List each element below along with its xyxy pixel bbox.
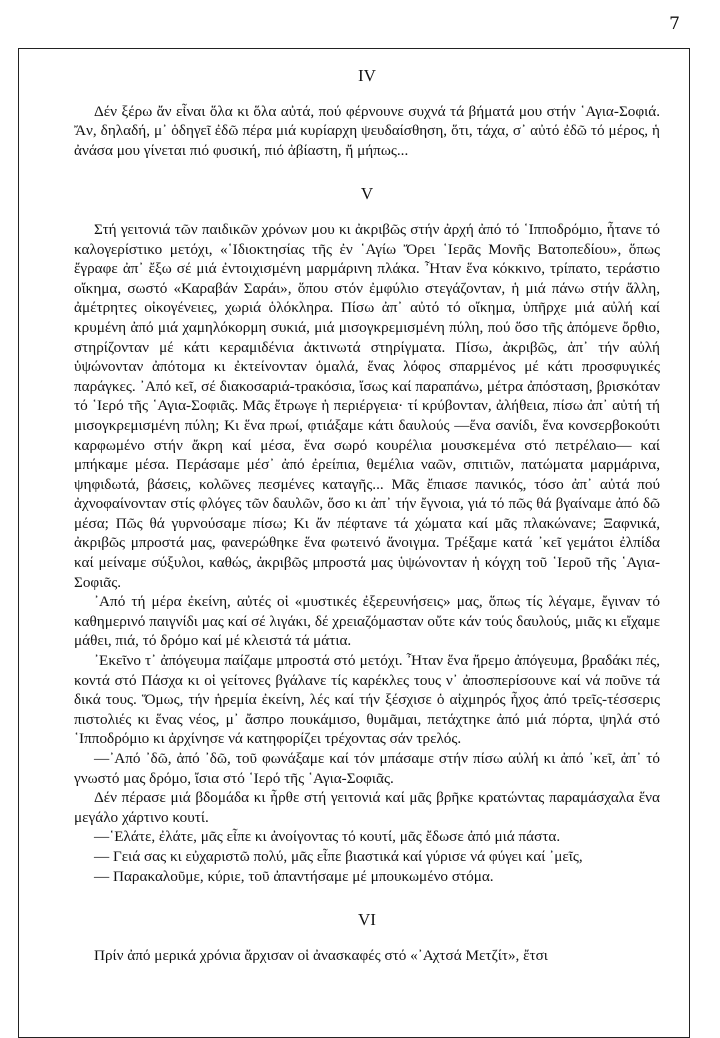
dialogue-line: — Γειά σας κι εὐχαριστῶ πολύ, μᾶς εἶπε βιαστικά καί γύρισε νά φύγει καί ᾿μεῖς, bbox=[94, 847, 583, 865]
dialogue-line: —῾Ελάτε, ἐλάτε, μᾶς εἶπε κι ἀνοίγοντας τό κουτί, μᾶς ἔδωσε ἀπό μιά πάστα. bbox=[94, 828, 561, 846]
paragraph: Δέν ξέρω ἄν εἶναι ὅλα κι ὅλα αὐτά, πού φέρνουνε συχνά τά βήματά μου στήν ῾Αγια-Σοφιά. Ἄν, δηλαδή, μ᾿ ὁδηγεῖ ἐδῶ πέρα μιά κυρίαρχη ψευδαίσθηση, ὅτι, τάχα, σ᾿ αὐτό ἐδῶ τό μέρος, ἡ ἀνάσα μου γίνεται πιό φυσική, πιό ἀβίαστη, ἤ μήπως... bbox=[74, 102, 660, 159]
section-heading-iv: IV bbox=[358, 66, 376, 85]
paragraph: Στή γειτονιά τῶν παιδικῶν χρόνων μου κι ἀκριβῶς στήν ἀρχή ἀπό τό ῾Ιπποδρόμιο, ἦτανε τό καλογερίστικο μετόχι, «῾Ιδιοκτησίας τῆς ἐν ῾Αγίω Ὄρει ῾Ιερᾶς Μονῆς Βατοπεδίου», ὅπως ἔγραφε ἀπ᾿ ἔξω σέ μιά ἐντοιχισμένη μαρμάρινη πλάκα. Ἦταν ἕνα κόκκινο, τρίπατο, τεράστιο οἴκημα, σωστό «Καραβάν Σαράι», ὅπου στόν ἐμφύλιο στεγάζονταν, ἡ μιά πάνω στήν ἄλλη, ἀμέτρητες οἰκογένειες, χωριά ὁλόκληρα. Πίσω ἀπ᾿ αὐτό τό οἴκημα, ὑπῆρχε μιά αὐλή καί κρυμένη ἀπό μιά χαμηλόκορμη συκιά, μιά μισογκρεμισμένη πύλη, πού ὅσο τῆς ἀπόμενε ὄρθιο, στηρίζονταν μέ κάτι κεραμιδένια ἀκτινωτά στηρίγματα. Πίσω, ἀκριβῶς, ἀπ᾿ τήν αὐλή ὑψώνονταν ἀπότομα κι ἐκτείνονταν ὁμαλά, ἕνας λόφος σπαρμένος μέ κάτι προσφυγικές παράγκες. ᾿Από κεῖ, σέ διακοσαριά-τρακόσια, ἴσως καί παραπάνω, μέτρα ἀπόσταση, βρισκόταν τό ῾Ιερό τῆς ῾Αγια-Σοφιᾶς. Μᾶς ἔτρωγε ἡ περιέργεια· τί κρύβονταν, ἀλήθεια, πίσω ἀπ᾿ αὐτή τή μισογκρεμισμένη πύλη; Κι ἕνα πρωί, φτιάξαμε κάτι δαυλούς —ἕνα σανίδι, ἕνα κονσερβοκούτι καρφωμένο στήν ἄκρη καί μέσα, ἕνα σωρό κουρέλια μουσκεμένα στό πετρέλαιο— καί μπήκαμε μέσα. Περάσαμε μέσ᾿ ἀπό ἐρείπια, θεμέλια ναῶν, σπιτιῶν, πατώματα μαρμάρινα, ψηφιδωτά, βάσεις, κολῶνες πεσμένες καταγῆς... Μᾶς ἔπιασε πανικός, τόσο ἀπ᾿ αὐτά πού ἀχνοφαίνονταν στίς φλόγες τῶν δαυλῶν, ὅσο κι ἀπ᾿ τήν ἔγνοια, γιά τό πῶς θά βγαίναμε ἀπό δῶ μέσα; Πῶς θά γυρνούσαμε πίσω; Κι ἄν πέφτανε τά χώματα καί μᾶς πλακώνανε; Ξαφνικά, ἀκριβῶς μπροστά μας, φανερώθηκε ἕνα φωτεινό ἄνοιγμα. Τρέξαμε κατά ᾿κεῖ γεμάτοι ἐλπίδα καί μείναμε σύξυλοι, καθώς, ἀκριβῶς μπροστά μας ὑψώνονταν ἡ κόγχη τοῦ ῾Ιεροῦ τῆς ῾Αγια-Σοφιᾶς. bbox=[74, 220, 660, 591]
section-heading-v: V bbox=[360, 184, 374, 204]
dialogue-line: —᾿Από ᾿δῶ, ἀπό ᾿δῶ, τοῦ φωνάξαμε καί τόν μπάσαμε στήν πίσω αὐλή κι ἀπό ᾿κεῖ, ἀπ᾿ τό γνωστό μας δρόμο, ἴσια στό ῾Ιερό τῆς ῾Αγια-Σοφιᾶς. bbox=[74, 750, 660, 787]
page-number: 7 bbox=[669, 14, 680, 34]
paragraph: Πρίν ἀπό μερικά χρόνια ἄρχισαν οἱ ἀνασκαφές στό «᾿Αχτσά Μετζίτ», ἔτσι bbox=[94, 946, 548, 964]
section-vi bbox=[74, 910, 660, 965]
paragraph: Δέν πέρασε μιά βδομάδα κι ἦρθε στή γειτονιά καί μᾶς βρῆκε κρατώντας παραμάσχαλα ἕνα μεγάλο χάρτινο κουτί. bbox=[74, 789, 660, 826]
article-body bbox=[74, 66, 660, 965]
section-heading-vi: VI bbox=[358, 910, 376, 930]
paragraph: ᾿Από τή μέρα ἐκείνη, αὐτές οἱ «μυστικές ἐξερευνήσεις» μας, ὅπως τίς λέγαμε, ἔγιναν τό καθημερινό παιγνίδι μας καί σέ λιγάκι, δέ χρειαζόμασταν οὔτε κάν τούς δαυλούς, μιᾶς κι εἴχαμε μάθει, πιά, τό δρόμο καί μέ κλειστά τά μάτια. bbox=[74, 593, 660, 650]
section-iv bbox=[74, 66, 660, 160]
dialogue-line: — Παρακαλοῦμε, κύριε, τοῦ ἀπαντήσαμε μέ μπουκωμένο στόμα. bbox=[94, 867, 494, 885]
section-v bbox=[74, 184, 660, 886]
paragraph: ᾿Εκεῖνο τ᾿ ἀπόγευμα παίζαμε μπροστά στό μετόχι. Ἦταν ἕνα ἤρεμο ἀπόγευμα, βραδάκι πές, κοντά στό Πάσχα κι οἱ γείτονες βγάλανε τίς καρέκλες τους ν᾿ ἀποσπερίσουνε καί νά ποῦνε τά δικά τους. Ὅμως, τήν ἡρεμία ἐκείνη, λές καί τήν ξέσχισε ὁ αἰχμηρός ἦχος ἀπό τρεῖς-τέσσερις πιστολιές κι ἕνας νέος, μ᾿ ἄσπρο πουκάμισο, θυμᾶμαι, πετάχτηκε ἀπό μιά πόρτα, ψηλά στό ῾Ιπποδρόμιο κι ἀρχίνησε νά κατηφορίζει τρέχοντας σάν τρελός. bbox=[74, 652, 660, 748]
